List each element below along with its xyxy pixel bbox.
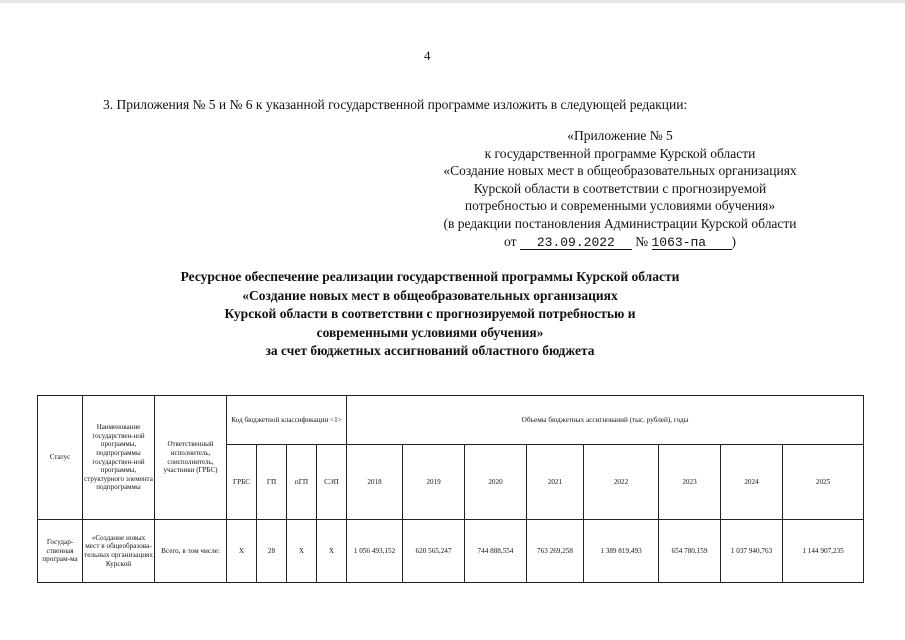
intro-paragraph: 3. Приложения № 5 и № 6 к указанной государственной программе изложить в следующей редакции: xyxy=(103,97,688,112)
cell-status: Государ-ственная програм-ма xyxy=(38,520,83,583)
header-status: Статус xyxy=(38,396,83,520)
annex-header xyxy=(400,127,840,250)
header-code: пГП xyxy=(287,445,317,520)
header-responsible: Ответственный исполнитель, соисполнитель, участники (ГРБС) xyxy=(155,396,227,520)
header-code: ГРБС xyxy=(227,445,257,520)
annex-line: к государственной программе Курской области xyxy=(484,145,756,161)
document-title xyxy=(140,268,720,361)
cell-value: 1 037 940,763 xyxy=(721,520,783,583)
header-code: СЭП xyxy=(317,445,347,520)
cell-value: 763 269,258 xyxy=(527,520,584,583)
cell-value: 1 389 819,493 xyxy=(584,520,659,583)
header-year: 2023 xyxy=(659,445,721,520)
title-line: «Создание новых мест в общеобразовательных организациях xyxy=(242,287,618,303)
cell-value: 620 565,247 xyxy=(403,520,465,583)
header-name: Наименование государствен-ной программы, подпрограммы государствен-ной программы, структурного элемента подпрограммы xyxy=(83,396,155,520)
header-year: 2019 xyxy=(403,445,465,520)
header-year: 2021 xyxy=(527,445,584,520)
cell-value: 1 144 907,235 xyxy=(783,520,864,583)
table-row xyxy=(38,520,864,583)
header-year: 2022 xyxy=(584,445,659,520)
title-line: современными условиями обучения» xyxy=(316,324,544,340)
header-volumes: Объемы бюджетных ассигнований (тыс. рублей), годы xyxy=(347,396,864,445)
scan-edge xyxy=(0,0,905,3)
cell-code: Х xyxy=(287,520,317,583)
cell-value: 1 056 493,152 xyxy=(347,520,403,583)
annex-line: Курской области в соответствии с прогнозируемой xyxy=(473,180,767,196)
header-code: ГП xyxy=(257,445,287,520)
cell-value: 744 888,554 xyxy=(465,520,527,583)
cell-name: «Создание новых мест в общеобразова-тельных организациях Курской xyxy=(83,520,155,583)
header-year: 2020 xyxy=(465,445,527,520)
closing-paren: ) xyxy=(731,233,736,249)
header-year: 2024 xyxy=(721,445,783,520)
cell-code: Х xyxy=(317,520,347,583)
resolution-number: 1063-па xyxy=(652,236,732,250)
annex-line: «Приложение № 5 xyxy=(567,128,673,143)
from-label: от xyxy=(504,233,517,249)
cell-value: 654 780,159 xyxy=(659,520,721,583)
annex-line: потребностью и современными условиями обучения» xyxy=(464,198,776,214)
cell-code: Х xyxy=(227,520,257,583)
title-line: Ресурсное обеспечение реализации государственной программы Курской области xyxy=(180,269,680,284)
header-year: 2018 xyxy=(347,445,403,520)
number-label: № xyxy=(635,233,649,249)
cell-code: 28 xyxy=(257,520,287,583)
title-line: за счет бюджетных ассигнований областного бюджета xyxy=(265,343,595,358)
header-row xyxy=(38,396,864,445)
annex-line: (в редакции постановления Администрации Курской области xyxy=(443,215,797,231)
annex-date-line xyxy=(400,233,840,251)
page-number: 4 xyxy=(424,48,431,63)
resolution-date: 23.09.2022 xyxy=(520,236,632,250)
header-budget-code: Код бюджетной классификации <1> xyxy=(227,396,347,445)
annex-line: «Создание новых мест в общеобразовательных организациях xyxy=(443,163,797,179)
cell-responsible: Всего, в том числе: xyxy=(155,520,227,583)
budget-table xyxy=(37,395,864,583)
title-line: Курской области в соответствии с прогнозируемой потребностью и xyxy=(224,306,636,321)
header-year: 2025 xyxy=(783,445,864,520)
